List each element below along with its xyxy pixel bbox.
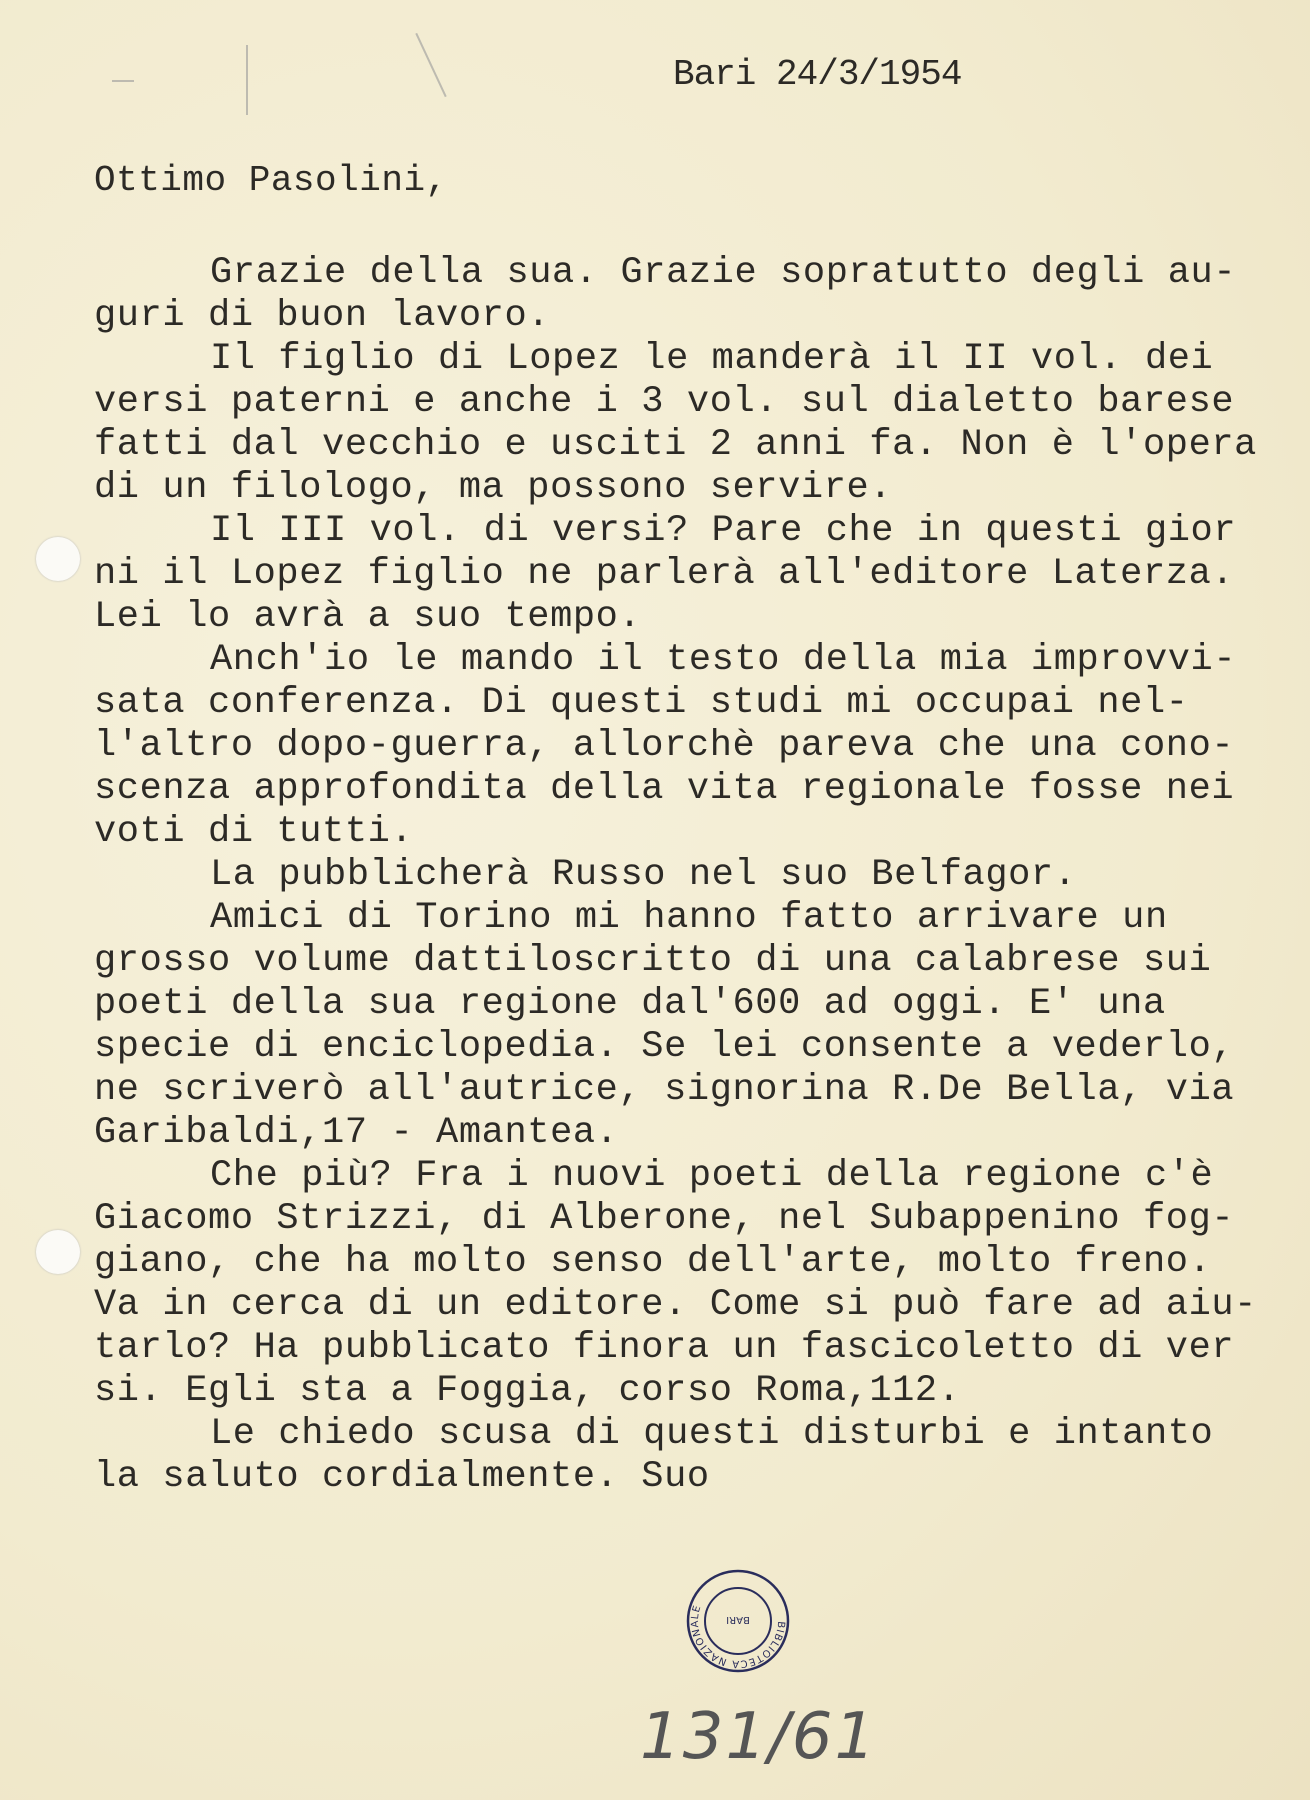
punch-hole [36, 1230, 80, 1274]
text-line: grosso volume dattiloscritto di una calabrese sui [94, 940, 1212, 982]
text-line: Che più? Fra i nuovi poeti della regione c'è [210, 1155, 1214, 1197]
pencil-mark [112, 80, 134, 82]
text-line: la saluto cordialmente. Suo [94, 1456, 710, 1498]
text-line: Garibaldi,17 - Amantea. [94, 1112, 619, 1154]
text-line: Anch'io le mando il testo della mia improvvi- [210, 639, 1237, 681]
svg-text:BARI: BARI [726, 1614, 750, 1625]
text-line: Le chiedo scusa di questi disturbi e intanto [210, 1413, 1214, 1455]
text-line: ni il Lopez figlio ne parlerà all'editore Laterza. [94, 553, 1235, 595]
text-line: Va in cerca di un editore. Come si può fare ad aiu- [94, 1284, 1257, 1326]
pencil-mark [246, 45, 248, 115]
text-line: tarlo? Ha pubblicato finora un fascicoletto di ver [94, 1327, 1235, 1369]
text-line: guri di buon lavoro. [94, 295, 551, 337]
text-line: ne scriverò all'autrice, signorina R.De Bella, via [94, 1069, 1235, 1111]
letter-date: Bari 24/3/1954 [673, 54, 962, 95]
text-line: sata conferenza. Di questi studi mi occupai nel- [94, 682, 1189, 724]
text-line: Giacomo Strizzi, di Alberone, nel Subappenino fog- [94, 1198, 1235, 1240]
text-line: Il figlio di Lopez le manderà il II vol. dei [210, 338, 1214, 380]
text-line: versi paterni e anche i 3 vol. sul dialetto barese [94, 381, 1235, 423]
text-line: di un filologo, ma possono servire. [94, 467, 893, 509]
text-line: specie di enciclopedia. Se lei consente a vederlo, [94, 1026, 1235, 1068]
text-line: si. Egli sta a Foggia, corso Roma,112. [94, 1370, 961, 1412]
pencil-mark [415, 33, 446, 97]
svg-text:BIBLIOTECA NAZIONALE: BIBLIOTECA NAZIONALE [689, 1603, 787, 1670]
shelfmark: 131/61 [640, 1700, 878, 1774]
text-line: La pubblicherà Russo nel suo Belfagor. [210, 854, 1077, 896]
letter-body [94, 252, 1257, 1499]
punch-hole [36, 537, 80, 581]
text-line: l'altro dopo-guerra, allorchè pareva che una cono- [94, 725, 1235, 767]
salutation: Ottimo Pasolini, [94, 160, 448, 201]
text-line: Amici di Torino mi hanno fatto arrivare un [210, 897, 1168, 939]
text-line: voti di tutti. [94, 811, 414, 853]
text-line: Il III vol. di versi? Pare che in questi gior [210, 510, 1237, 552]
text-line: Lei lo avrà a suo tempo. [94, 596, 642, 638]
text-line: Grazie della sua. Grazie sopratutto degli au- [210, 252, 1237, 294]
text-line: giano, che ha molto senso dell'arte, molto freno. [94, 1241, 1212, 1283]
text-line: scenza approfondita della vita regionale fosse nei [94, 768, 1235, 810]
text-line: poeti della sua regione dal'600 ad oggi. E' una [94, 983, 1166, 1025]
text-line: fatti dal vecchio e usciti 2 anni fa. Non è l'opera [94, 424, 1257, 466]
library-stamp [683, 1566, 793, 1681]
